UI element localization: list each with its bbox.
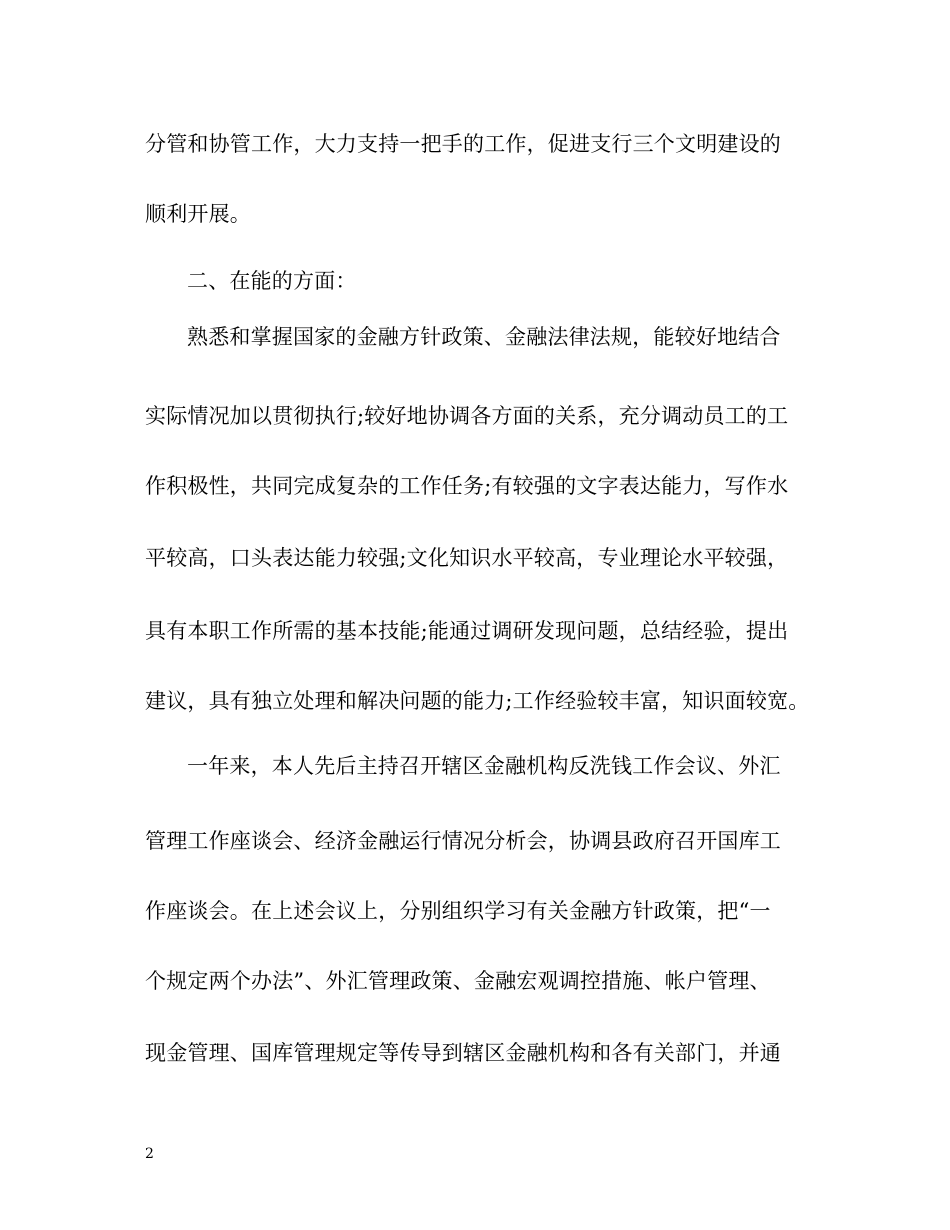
text-line-13: 个规定两个办法”、外汇管理政策、金融宏观调控措施、帐户管理、 (145, 969, 771, 993)
text-line-4: 熟悉和掌握国家的金融方针政策、金融法律法规，能较好地结合 (187, 325, 781, 349)
section-heading: 二、在能的方面： (187, 269, 357, 293)
text-line-6: 作积极性，共同完成复杂的工作任务;有较强的文字表达能力，写作水 (145, 474, 789, 498)
text-line-5: 实际情况加以贯彻执行;较好地协调各方面的关系，充分调动员工的工 (145, 404, 789, 428)
text-line-1: 分管和协管工作，大力支持一把手的工作，促进支行三个文明建设的 (145, 132, 781, 156)
text-line-7: 平较高，口头表达能力较强;文化知识水平较高，专业理论水平较强， (145, 546, 789, 570)
text-line-2: 顺利开展。 (145, 202, 251, 226)
text-line-12: 作座谈会。在上述会议上，分别组织学习有关金融方针政策，把“一 (145, 899, 771, 923)
text-line-10: 一年来，本人先后主持召开辖区金融机构反洗钱工作会议、外汇 (187, 754, 781, 778)
text-line-8: 具有本职工作所需的基本技能;能通过调研发现问题，总结经验，提出 (145, 619, 789, 643)
page-number: 2 (145, 1146, 154, 1162)
text-line-11: 管理工作座谈会、经济金融运行情况分析会，协调县政府召开国库工 (145, 829, 781, 853)
text-line-14: 现金管理、国库管理规定等传导到辖区金融机构和各有关部门，并通 (145, 1041, 781, 1065)
text-line-9: 建议，具有独立处理和解决问题的能力;工作经验较丰富，知识面较宽。 (145, 689, 810, 713)
